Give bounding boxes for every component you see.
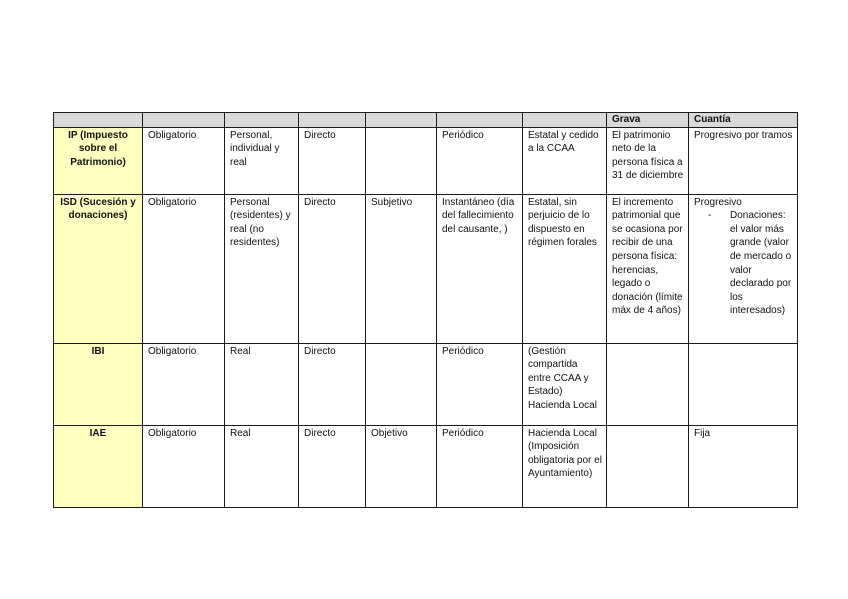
table-cell: Periódico [437, 343, 523, 425]
table-cell: (Gestión compartida entre CCAA y Estado) Hacienda Local [523, 343, 607, 425]
row-header: IBI [54, 343, 143, 425]
header-cell [225, 113, 299, 128]
row-header: ISD (Sucesión y donaciones) [54, 194, 143, 343]
table-cell: Periódico [437, 127, 523, 194]
table-row [54, 425, 798, 507]
table-row [54, 194, 798, 343]
table-cell: Subjetivo [366, 194, 437, 343]
tax-comparison-table [53, 112, 798, 508]
table-cell: Directo [299, 127, 366, 194]
table-cell: Directo [299, 343, 366, 425]
table-cell: Real [225, 425, 299, 507]
table-cell: Real [225, 343, 299, 425]
table-cell: Fija [689, 425, 798, 507]
cuantia-bullet-list [694, 209, 793, 318]
table-cell: Obligatorio [143, 425, 225, 507]
table-cell [689, 343, 798, 425]
row-header: IAE [54, 425, 143, 507]
table-cell [607, 343, 689, 425]
list-item-text: Donaciones: el valor más grande (valor de mercado o valor declarado por los interesados) [730, 210, 792, 317]
table-cell: Progresivo por tramos [689, 127, 798, 194]
table-cell: Periódico [437, 425, 523, 507]
header-cell [299, 113, 366, 128]
table-cell [689, 194, 798, 343]
table-cell: Obligatorio [143, 127, 225, 194]
table-cell [366, 343, 437, 425]
table-cell: El patrimonio neto de la persona física a 31 de diciembre [607, 127, 689, 194]
header-grava: Grava [607, 113, 689, 128]
table-row [54, 127, 798, 194]
table-cell: Estatal y cedido a la CCAA [523, 127, 607, 194]
header-cell [143, 113, 225, 128]
table-cell: Hacienda Local (Imposición obligatoria por el Ayuntamiento) [523, 425, 607, 507]
header-cell [366, 113, 437, 128]
table-cell: El incremento patrimonial que se ocasiona por recibir de una persona física: herencias, legado o donación (límite máx de 4 años) [607, 194, 689, 343]
table-cell: Instantáneo (día del fallecimiento del causante, ) [437, 194, 523, 343]
header-cuantia: Cuantía [689, 113, 798, 128]
table-row [54, 343, 798, 425]
dash-bullet-icon: - [708, 210, 712, 222]
row-header: IP (Impuesto sobre el Patrimonio) [54, 127, 143, 194]
table-cell: Objetivo [366, 425, 437, 507]
header-cell [523, 113, 607, 128]
list-item [694, 209, 793, 318]
table-cell: Directo [299, 425, 366, 507]
header-cell [54, 113, 143, 128]
table-cell: Personal (residentes) y real (no residentes) [225, 194, 299, 343]
header-row [54, 113, 798, 128]
table-cell: Obligatorio [143, 343, 225, 425]
table-cell: Estatal, sin perjuicio de lo dispuesto en régimen forales [523, 194, 607, 343]
header-cell [437, 113, 523, 128]
table-cell [607, 425, 689, 507]
table-cell: Directo [299, 194, 366, 343]
table-cell: Obligatorio [143, 194, 225, 343]
table-cell: Personal, individual y real [225, 127, 299, 194]
table-cell [366, 127, 437, 194]
cuantia-text: Progresivo [694, 196, 742, 208]
